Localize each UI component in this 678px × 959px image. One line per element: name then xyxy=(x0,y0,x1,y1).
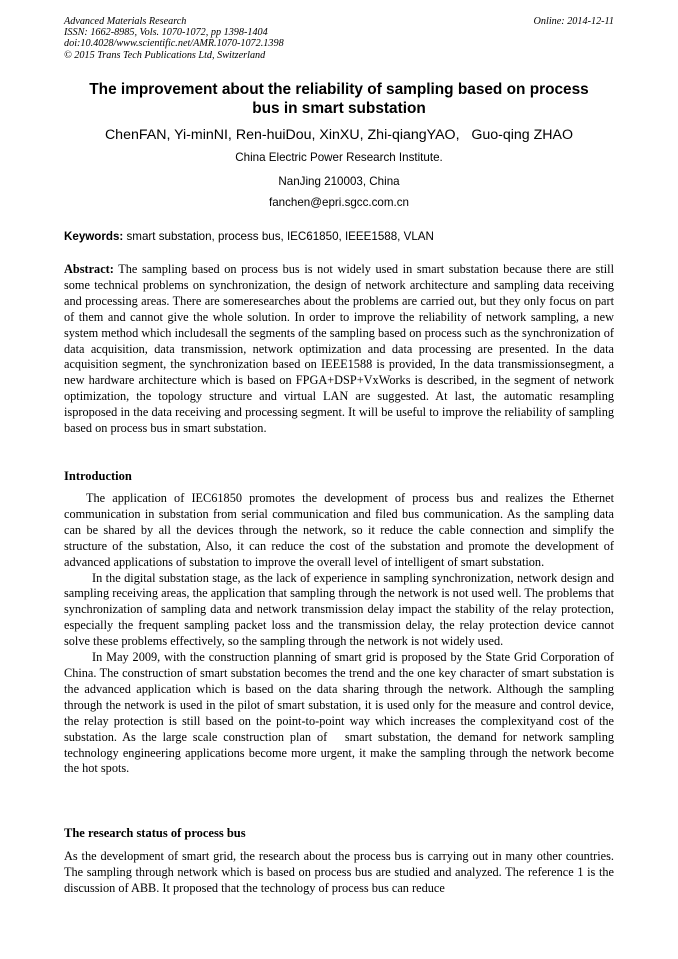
abstract-label: Abstract: xyxy=(64,262,114,276)
section-heading-introduction: Introduction xyxy=(64,469,132,483)
abstract xyxy=(64,262,614,437)
institution: China Electric Power Research Institute. xyxy=(235,151,443,164)
intro-paragraph-3: In May 2009, with the construction planning of smart grid is proposed by the State Grid Corporation of China. The construction of smart substation becomes the trend and the one key character of smart substation is the advanced application which is based on the data sharing through the network. Although the sampling through the network is used in the pilot of smart substation, it is used only for the measure and control device, the relay protection is still based on the point-to-point way which increases the complexityand cost of the substation. As the large scale construction plan of smart substation, the demand for network sampling technology engineering applications become more urgent, it make the sampling through the network become the hot spots. xyxy=(64,650,618,776)
copyright-line: © 2015 Trans Tech Publications Ltd, Switzerland xyxy=(64,49,266,61)
intro-paragraph-1: The application of IEC61850 promotes the development of process bus and realizes the Ethernet communication in substation from serial communication and filed bus communication. As the sampling data can be shared by all the devices through the network, so it reduce the cable connection and simplify the structure of the substation, Also, it can reduce the cost of the substation and promote the development of advanced applications of substation to improve the overall level of intelligent of smart substation. xyxy=(64,491,614,569)
address: NanJing 210003, China xyxy=(278,175,400,188)
author-list: ChenFAN, Yi-minNI, Ren-huiDou, XinXU, Zhi-qiangYAO, Guo-qing ZHAO xyxy=(104,127,574,143)
research-status-body xyxy=(64,849,614,897)
journal-name: Advanced Materials Research xyxy=(64,16,187,27)
abstract-text: The sampling based on process bus is not widely used in smart substation because there are still some technical problems on synchronization, the design of network architecture and sampling data receiving and processing areas. There are someresearches about the problems are carried out, but they only focus on part of them and cannot give the whole solution. In order to improve the reliability of network sampling, a new system method which includesall the segments of the sampling based on process such as the synchronization of data acquisition, data transmission, network optimization and data processing are presented. In the data acquisition segment, the synchronization based on IEEE1588 is provided, In the data transmissionsegment, a new hardware architecture which is based on FPGA+DSP+VxWorks is described, in the segment of network optimization, the topology structure and virtual LAN are suggested. At last, the automatic resampling isproposed in the data receiving and processing segment. It will be useful to improve the reliability of sampling based on process bus in smart substation. xyxy=(64,262,614,436)
introduction-body xyxy=(64,491,618,777)
online-date: Online: 2014-12-11 xyxy=(533,16,614,27)
email-address[interactable]: fanchen@epri.sgcc.com.cn xyxy=(268,196,409,209)
issn-line: ISSN: 1662-8985, Vols. 1070-1072, pp 1398-1404 xyxy=(64,27,268,39)
keywords-label: Keywords: xyxy=(64,230,124,243)
title-line-1: The improvement about the reliability of sampling based on process xyxy=(89,81,589,98)
doi-line[interactable]: doi:10.4028/www.scientific.net/AMR.1070-1072.1398 xyxy=(64,38,284,50)
keywords xyxy=(64,230,434,244)
intro-paragraph-2: In the digital substation stage, as the lack of experience in sampling synchronization, network design and sampling receiving areas, the application that sampling through the network is not used well. The problems that synchronization of sampling data and network transmission delay impact the stability of the relay protection, especially the frequent sampling packet loss and the transmission delay, the relay protection device cannot solve these problems effectively, so the sampling through the network is not widely used. xyxy=(64,570,614,649)
paper-title xyxy=(54,81,624,118)
section-heading-research-status: The research status of process bus xyxy=(64,826,246,840)
status-paragraph-1: As the development of smart grid, the research about the process bus is carrying out in many other countries. The sampling through network which is based on process bus are studied and analyzed. The reference 1 is the discussion of ABB. It proposed that the technology of process bus can reduce xyxy=(64,849,614,895)
keywords-text: smart substation, process bus, IEC61850, IEEE1588, VLAN xyxy=(123,230,434,243)
journal-header xyxy=(64,16,284,61)
title-line-2: bus in smart substation xyxy=(252,99,426,117)
